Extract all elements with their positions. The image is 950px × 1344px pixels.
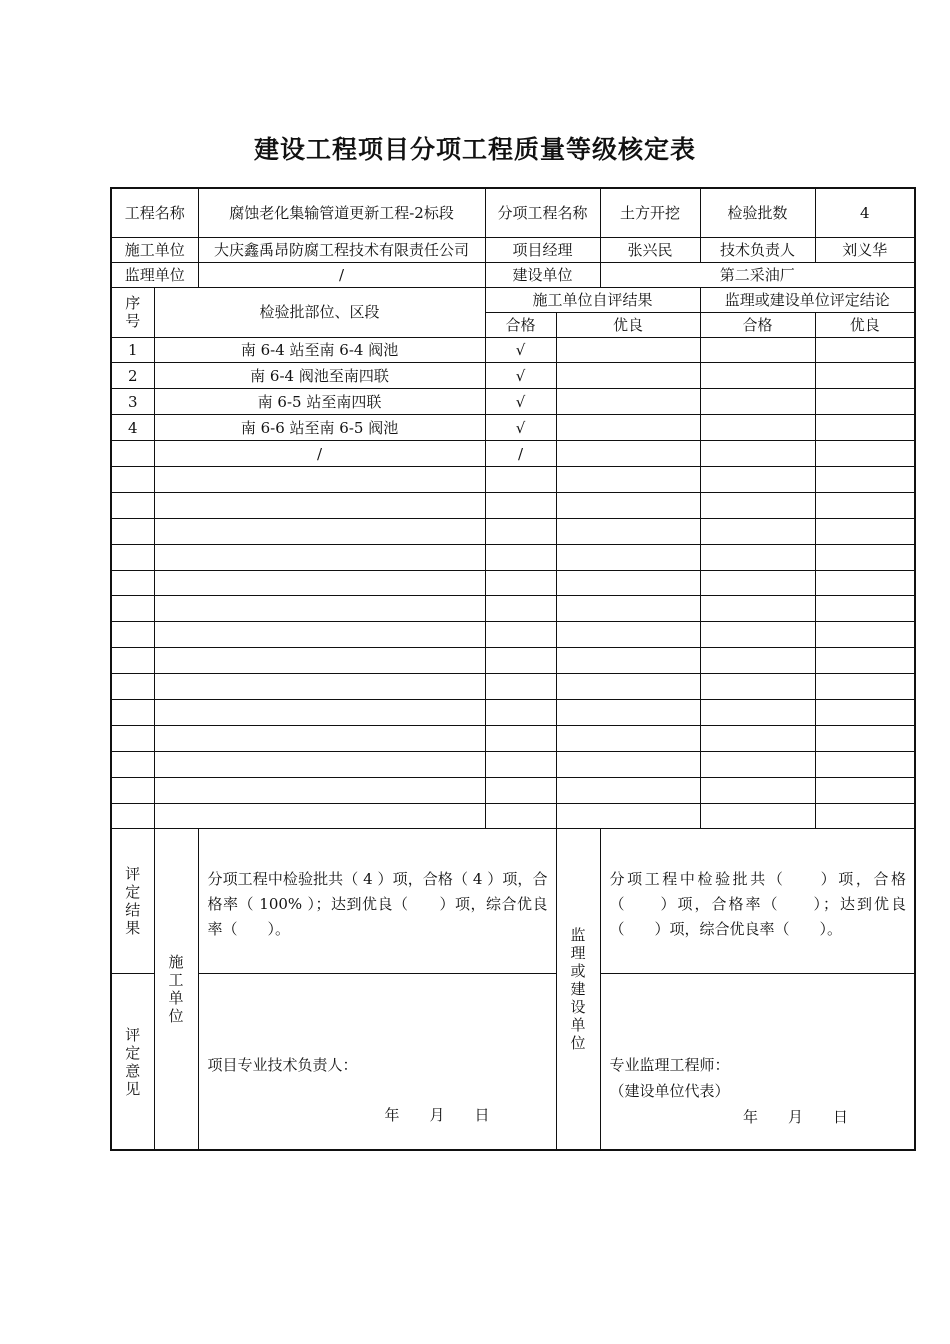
row-location <box>154 596 485 622</box>
row-sup-excellent <box>815 751 915 777</box>
header-row-project <box>111 188 915 237</box>
row-excellent <box>556 648 700 674</box>
row-sup-pass <box>700 337 815 363</box>
table-row <box>111 337 915 363</box>
row-pass <box>485 544 556 570</box>
contractor-value: 大庆鑫禹昂防腐工程技术有限责任公司 <box>198 237 485 262</box>
table-row <box>111 622 915 648</box>
row-excellent <box>556 674 700 700</box>
row-sup-excellent <box>815 596 915 622</box>
row-location <box>154 699 485 725</box>
result-label: 评 定 结 果 <box>111 829 154 974</box>
row-excellent <box>556 596 700 622</box>
row-excellent <box>556 363 700 389</box>
row-sup-excellent <box>815 570 915 596</box>
row-pass: √ <box>485 363 556 389</box>
row-sup-pass <box>700 725 815 751</box>
excellent-header: 优良 <box>556 312 700 337</box>
row-excellent <box>556 441 700 467</box>
row-excellent <box>556 518 700 544</box>
table-row <box>111 363 915 389</box>
row-excellent <box>556 725 700 751</box>
opinion-label: 评 定 意 见 <box>111 974 154 1150</box>
owner-label: 建设单位 <box>485 262 600 287</box>
row-sup-pass <box>700 544 815 570</box>
row-seq <box>111 699 154 725</box>
pass-header: 合格 <box>485 312 556 337</box>
row-seq: 2 <box>111 363 154 389</box>
contractor-unit-label: 施 工 单 位 <box>154 829 198 1150</box>
table-row <box>111 466 915 492</box>
row-sup-excellent <box>815 389 915 415</box>
row-location <box>154 466 485 492</box>
seq-header: 序 号 <box>111 287 154 337</box>
row-pass: √ <box>485 337 556 363</box>
contractor-sign-label: 项目专业技术负责人： <box>207 1056 358 1075</box>
row-sup-excellent <box>815 466 915 492</box>
row-sup-pass <box>700 570 815 596</box>
row-seq <box>111 596 154 622</box>
row-sup-excellent <box>815 803 915 829</box>
row-sup-excellent <box>815 415 915 441</box>
row-sup-excellent <box>815 441 915 467</box>
row-seq <box>111 725 154 751</box>
row-sup-excellent <box>815 648 915 674</box>
row-sup-pass <box>700 415 815 441</box>
row-pass <box>485 648 556 674</box>
table-row <box>111 648 915 674</box>
row-location <box>154 751 485 777</box>
header-row-supervisor <box>111 262 915 287</box>
row-sup-pass <box>700 699 815 725</box>
row-sup-excellent <box>815 622 915 648</box>
subproject-value: 土方开挖 <box>600 188 700 237</box>
table-row <box>111 570 915 596</box>
row-sup-pass <box>700 466 815 492</box>
row-excellent <box>556 337 700 363</box>
row-location: 南 6-6 站至南 6-5 阀池 <box>154 415 485 441</box>
row-excellent <box>556 544 700 570</box>
supervisor-result-text: 分项工程中检验批共（ ）项，合格（ ）项，合格率（ ）；达到优良（ ）项，综合优良率（ ）。 <box>600 829 915 974</box>
contractor-label: 施工单位 <box>111 237 198 262</box>
contractor-result-text: 分项工程中检验批共（ 4 ）项，合格（ 4 ）项，合格率（ 100% ）；达到优良（ ）项，综合优良率（ ）。 <box>198 829 556 974</box>
row-seq <box>111 777 154 803</box>
location-header: 检验批部位、区段 <box>154 287 485 337</box>
row-location <box>154 725 485 751</box>
supervisor-sign-date: 年 月 日 <box>743 1108 849 1127</box>
table-row <box>111 415 915 441</box>
table-row <box>111 699 915 725</box>
row-sup-pass <box>700 803 815 829</box>
row-sup-excellent <box>815 363 915 389</box>
supervisor-sign-label: 专业监理工程师： <box>609 1056 730 1075</box>
row-pass <box>485 518 556 544</box>
row-seq <box>111 803 154 829</box>
tech-lead-label: 技术负责人 <box>700 237 815 262</box>
table-row <box>111 777 915 803</box>
supervisor-sign-block <box>600 974 915 1150</box>
result-row <box>111 829 915 974</box>
row-excellent <box>556 777 700 803</box>
row-location: 南 6-4 阀池至南四联 <box>154 363 485 389</box>
row-sup-excellent <box>815 777 915 803</box>
row-seq <box>111 518 154 544</box>
row-seq <box>111 570 154 596</box>
row-excellent <box>556 415 700 441</box>
row-location <box>154 544 485 570</box>
row-seq: 4 <box>111 415 154 441</box>
column-header-row-1 <box>111 287 915 312</box>
row-pass: / <box>485 441 556 467</box>
row-excellent <box>556 803 700 829</box>
row-location <box>154 674 485 700</box>
row-excellent <box>556 699 700 725</box>
quality-rating-form <box>110 187 916 1151</box>
batch-count-label: 检验批数 <box>700 188 815 237</box>
row-seq <box>111 492 154 518</box>
self-eval-header: 施工单位自评结果 <box>485 287 700 312</box>
pm-label: 项目经理 <box>485 237 600 262</box>
batch-count-value: 4 <box>815 188 915 237</box>
row-sup-pass <box>700 674 815 700</box>
row-location <box>154 492 485 518</box>
row-pass <box>485 570 556 596</box>
table-row <box>111 674 915 700</box>
tech-lead-value: 刘义华 <box>815 237 915 262</box>
table-row <box>111 389 915 415</box>
row-sup-excellent <box>815 544 915 570</box>
row-pass: √ <box>485 389 556 415</box>
row-location <box>154 570 485 596</box>
row-pass: √ <box>485 415 556 441</box>
row-sup-pass <box>700 596 815 622</box>
row-sup-pass <box>700 518 815 544</box>
subproject-label: 分项工程名称 <box>485 188 600 237</box>
row-seq <box>111 544 154 570</box>
project-name-value: 腐蚀老化集输管道更新工程-2标段 <box>198 188 485 237</box>
row-excellent <box>556 751 700 777</box>
row-seq <box>111 751 154 777</box>
row-excellent <box>556 622 700 648</box>
table-row <box>111 725 915 751</box>
row-sup-excellent <box>815 699 915 725</box>
row-seq <box>111 441 154 467</box>
row-sup-excellent <box>815 518 915 544</box>
row-location <box>154 518 485 544</box>
row-sup-pass <box>700 363 815 389</box>
table-row <box>111 803 915 829</box>
table-row <box>111 441 915 467</box>
row-excellent <box>556 492 700 518</box>
sup-eval-header: 监理或建设单位评定结论 <box>700 287 915 312</box>
row-seq: 3 <box>111 389 154 415</box>
sup-pass-header: 合格 <box>700 312 815 337</box>
table-row <box>111 492 915 518</box>
row-excellent <box>556 466 700 492</box>
owner-value: 第二采油厂 <box>600 262 915 287</box>
row-sup-pass <box>700 622 815 648</box>
row-seq <box>111 674 154 700</box>
row-excellent <box>556 389 700 415</box>
row-location <box>154 648 485 674</box>
table-row <box>111 544 915 570</box>
row-location: / <box>154 441 485 467</box>
row-seq <box>111 466 154 492</box>
row-pass <box>485 699 556 725</box>
row-pass <box>485 596 556 622</box>
row-pass <box>485 466 556 492</box>
row-location <box>154 777 485 803</box>
row-seq <box>111 648 154 674</box>
row-pass <box>485 803 556 829</box>
row-location <box>154 803 485 829</box>
row-sup-excellent <box>815 674 915 700</box>
row-sup-pass <box>700 777 815 803</box>
row-location <box>154 622 485 648</box>
row-sup-excellent <box>815 725 915 751</box>
row-pass <box>485 725 556 751</box>
row-sup-excellent <box>815 337 915 363</box>
row-excellent <box>556 570 700 596</box>
header-row-contractor <box>111 237 915 262</box>
row-seq <box>111 622 154 648</box>
row-seq: 1 <box>111 337 154 363</box>
contractor-sign-block <box>198 974 556 1150</box>
owner-rep-label: （建设单位代表） <box>609 1082 730 1101</box>
pm-value: 张兴民 <box>600 237 700 262</box>
table-row <box>111 751 915 777</box>
supervisor-label: 监理单位 <box>111 262 198 287</box>
project-name-label: 工程名称 <box>111 188 198 237</box>
row-sup-pass <box>700 648 815 674</box>
row-sup-excellent <box>815 492 915 518</box>
supervisor-unit-label: 监 理 或 建 设 单 位 <box>556 829 600 1150</box>
row-location: 南 6-4 站至南 6-4 阀池 <box>154 337 485 363</box>
row-pass <box>485 751 556 777</box>
row-sup-pass <box>700 751 815 777</box>
page-title: 建设工程项目分项工程质量等级核定表 <box>253 135 696 164</box>
table-row <box>111 518 915 544</box>
opinion-row <box>111 974 915 1150</box>
row-pass <box>485 777 556 803</box>
table-row <box>111 596 915 622</box>
supervisor-value: / <box>198 262 485 287</box>
row-sup-pass <box>700 492 815 518</box>
sup-excellent-header: 优良 <box>815 312 915 337</box>
row-pass <box>485 674 556 700</box>
row-pass <box>485 622 556 648</box>
row-sup-pass <box>700 389 815 415</box>
contractor-sign-date: 年 月 日 <box>384 1106 490 1125</box>
row-location: 南 6-5 站至南四联 <box>154 389 485 415</box>
row-sup-pass <box>700 441 815 467</box>
row-pass <box>485 492 556 518</box>
